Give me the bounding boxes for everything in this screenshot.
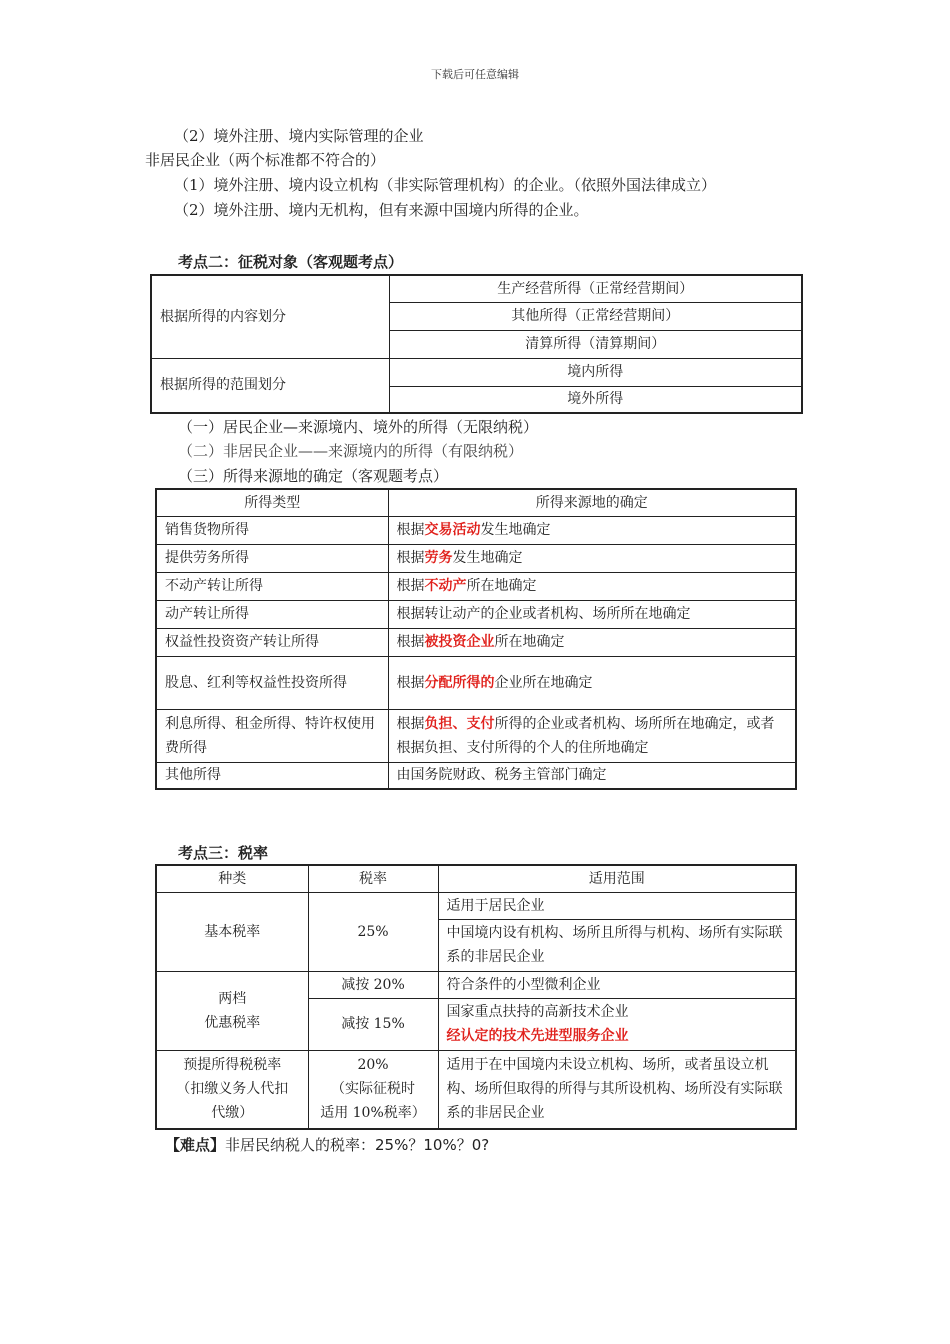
rate-pref-20: 减按 20% <box>308 971 438 998</box>
source-rule: 根据转让动产的企业或者机构、场所所在地确定 <box>388 600 796 628</box>
header-kind: 种类 <box>156 865 308 892</box>
income-type: 动产转让所得 <box>156 600 388 628</box>
income-type: 利息所得、租金所得、特许权使用费所得 <box>156 709 388 762</box>
header-source-rule: 所得来源地的确定 <box>388 489 796 516</box>
header-income-type: 所得类型 <box>156 489 388 516</box>
rate-withholding: 20% （实际征税时 适用 10%税率） <box>308 1050 438 1129</box>
source-rule: 根据负担、支付所得的企业或者机构、场所所在地确定，或者根据负担、支付所得的个人的住所地确定 <box>388 709 796 762</box>
section2-title: 考点二：征税对象（客观题考点） <box>178 253 404 271</box>
income-type: 不动产转让所得 <box>156 572 388 600</box>
highlight-text: 被投资企业 <box>424 634 495 650</box>
source-rule: 由国务院财政、税务主管部门确定 <box>388 762 796 789</box>
scope-withholding: 适用于在中国境内未设立机构、场所，或者虽设立机构、场所但取得的所得与其所设机构、场所没有实际联系的非居民企业 <box>438 1050 796 1129</box>
highlight-text: 不动产 <box>424 578 467 594</box>
scope-pref-small: 符合条件的小型微利企业 <box>438 971 796 998</box>
group-content-item: 清算所得（清算期间） <box>389 330 802 358</box>
highlight-text: 分配所得的 <box>424 674 495 691</box>
difficulty-label: 【难点】 <box>165 1136 226 1154</box>
highlight-text: 交易活动 <box>424 522 481 538</box>
scope-pref-tech: 国家重点扶持的高新技术企业 经认定的技术先进型服务企业 <box>438 998 796 1050</box>
difficulty-text: 非居民纳税人的税率：25%？10%？0? <box>225 1136 490 1154</box>
group-content-item: 其他所得（正常经营期间） <box>389 302 802 330</box>
highlight-text: 劳务 <box>424 550 453 566</box>
sub-heading-1: （一）居民企业—来源境内、境外的所得（无限纳税） <box>178 418 539 436</box>
kind-withholding: 预提所得税税率 （扣缴义务人代扣 代缴） <box>156 1050 308 1129</box>
sub-heading-3: （三）所得来源地的确定（客观题考点） <box>178 467 449 485</box>
section3-title: 考点三：税率 <box>178 844 269 862</box>
highlight-text: 负担、支付 <box>424 715 495 732</box>
kind-basic: 基本税率 <box>156 892 308 971</box>
difficulty-note <box>165 1134 489 1155</box>
source-rule: 根据分配所得的企业所在地确定 <box>388 656 796 709</box>
intro-line-2: 非居民企业（两个标准都不符合的） <box>145 151 386 169</box>
rate-basic: 25% <box>308 892 438 971</box>
page-header: 下载后可任意编辑 <box>431 68 519 81</box>
tax-object-table <box>150 274 803 414</box>
rate-pref-15: 减按 15% <box>308 998 438 1050</box>
group-scope-item: 境外所得 <box>389 386 802 413</box>
source-rule: 根据被投资企业所在地确定 <box>388 628 796 656</box>
header-scope: 适用范围 <box>438 865 796 892</box>
income-source-table <box>155 488 797 790</box>
source-rule: 根据不动产所在地确定 <box>388 572 796 600</box>
source-rule: 根据交易活动发生地确定 <box>388 516 796 544</box>
sub-heading-2: （二）非居民企业——来源境内的所得（有限纳税） <box>178 442 524 460</box>
income-type: 销售货物所得 <box>156 516 388 544</box>
highlight-text: 经认定的技术先进型服务企业 <box>446 1028 629 1044</box>
income-type: 股息、红利等权益性投资所得 <box>156 656 388 709</box>
income-type: 提供劳务所得 <box>156 544 388 572</box>
group-scope-item: 境内所得 <box>389 358 802 386</box>
kind-preferential: 两档 优惠税率 <box>156 971 308 1050</box>
group-scope-label: 根据所得的范围划分 <box>151 358 389 413</box>
source-rule: 根据劳务发生地确定 <box>388 544 796 572</box>
intro-line-1: （2）境外注册、境内实际管理的企业 <box>174 127 424 145</box>
intro-line-3: （1）境外注册、境内设立机构（非实际管理机构）的企业。（依照外国法律成立） <box>174 176 717 194</box>
group-content-item: 生产经营所得（正常经营期间） <box>389 275 802 302</box>
group-content-label: 根据所得的内容划分 <box>151 275 389 358</box>
scope-basic-1: 适用于居民企业 <box>438 892 796 919</box>
intro-line-4: （2）境外注册、境内无机构，但有来源中国境内所得的企业。 <box>174 201 589 219</box>
income-type: 权益性投资资产转让所得 <box>156 628 388 656</box>
tax-rate-table <box>155 864 797 1130</box>
income-type: 其他所得 <box>156 762 388 789</box>
header-rate: 税率 <box>308 865 438 892</box>
scope-basic-2: 中国境内设有机构、场所且所得与机构、场所有实际联系的非居民企业 <box>438 919 796 971</box>
